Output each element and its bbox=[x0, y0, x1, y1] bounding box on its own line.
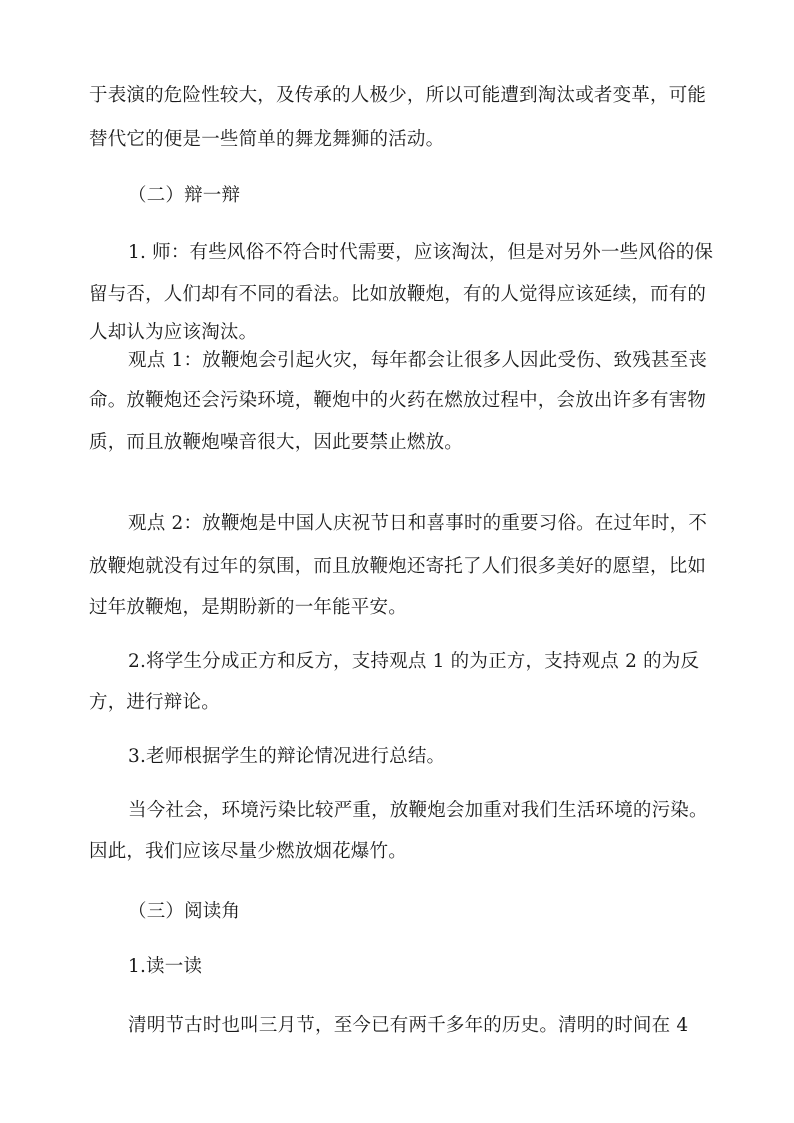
step-2-line-2: 方，进行辩论。 bbox=[89, 692, 220, 713]
viewpoint-1-line-1: 观点 1：放鞭炮会引起火灾，每年都会让很多人因此受伤、致残甚至丧 bbox=[128, 350, 708, 371]
viewpoint-2-line-1: 观点 2：放鞭炮是中国人庆祝节日和喜事时的重要习俗。在过年时，不 bbox=[128, 513, 708, 534]
summary-line-1: 当今社会，环境污染比较严重，放鞭炮会加重对我们生活环境的污染。 bbox=[128, 800, 708, 821]
step-3-line: 3.老师根据学生的辩论情况进行总结。 bbox=[128, 746, 446, 767]
paragraph-line-6: 人却认为应该淘汰。 bbox=[89, 322, 258, 343]
paragraph-line-4: 1. 师：有些风俗不符合时代需要，应该淘汰，但是对另外一些风俗的保 bbox=[128, 242, 714, 263]
viewpoint-2-line-3: 过年放鞭炮，是期盼新的一年能平安。 bbox=[89, 597, 407, 618]
section-heading-reading: （三）阅读角 bbox=[128, 901, 241, 922]
paragraph-line-5: 留与否，人们却有不同的看法。比如放鞭炮，有的人觉得应该延续，而有的 bbox=[89, 284, 707, 305]
viewpoint-2-line-2: 放鞭炮就没有过年的氛围，而且放鞭炮还寄托了人们很多美好的愿望，比如 bbox=[89, 556, 707, 577]
paragraph-line-2: 替代它的便是一些简单的舞龙舞狮的活动。 bbox=[89, 129, 445, 150]
viewpoint-1-line-2: 命。放鞭炮还会污染环境，鞭炮中的火药在燃放过程中，会放出许多有害物 bbox=[89, 390, 707, 411]
reading-paragraph-line-1: 清明节古时也叫三月节，至今已有两千多年的历史。清明的时间在 4 bbox=[128, 1015, 689, 1036]
paragraph-line-1: 于表演的危险性较大，及传承的人极少，所以可能遭到淘汰或者变革，可能 bbox=[89, 85, 707, 106]
step-2-line-1: 2.将学生分成正方和反方，支持观点 1 的为正方，支持观点 2 的为反 bbox=[128, 651, 700, 672]
section-heading-debate: （二）辩一辩 bbox=[128, 185, 241, 206]
reading-step-1: 1.读一读 bbox=[128, 956, 203, 977]
summary-line-2: 因此，我们应该尽量少燃放烟花爆竹。 bbox=[89, 841, 407, 862]
viewpoint-1-line-3: 质，而且放鞭炮噪音很大，因此要禁止燃放。 bbox=[89, 432, 464, 453]
